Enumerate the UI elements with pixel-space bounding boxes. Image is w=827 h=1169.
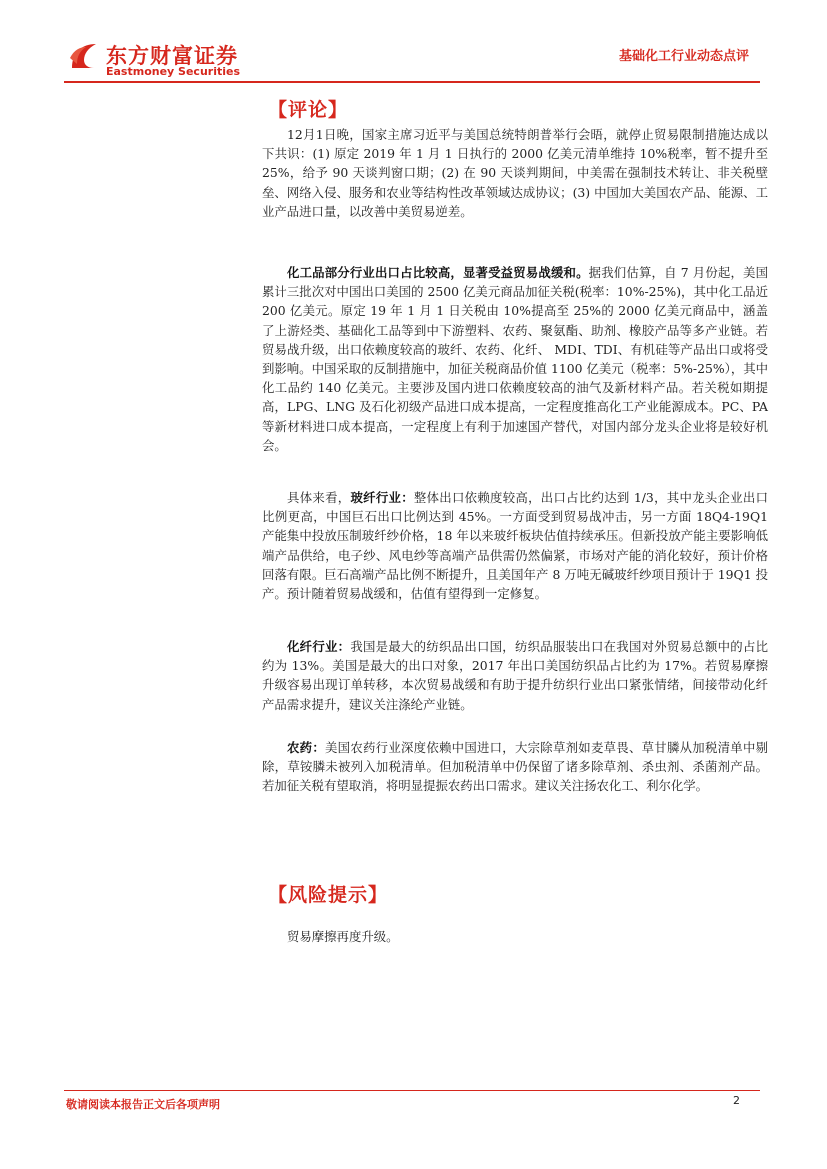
footer-divider — [64, 1090, 760, 1091]
paragraph-summit: 12月1日晚，国家主席习近平与美国总统特朗普举行会晤，就停止贸易限制措施达成以下共识：(1) 原定 2019 年 1 月 1 日执行的 2000 亿美元清单维持 10%税率，暂不提升至 25%，给予 90 天谈判窗口期；(2) 在 90 天谈判期间，中美需在强制技术转让、非关税壁垒、网络入侵、服务和农业等结构性改革领域达成协议；(3) 中国加大美国农产品、能源、工业产品进口量，以改善中美贸易逆差。 — [262, 127, 768, 219]
paragraph-pesticides-lead: 农药： — [287, 740, 325, 755]
commentary-heading: 【评论】 — [268, 99, 349, 121]
paragraph-pesticides-body: 美国农药行业深度依赖中国进口，大宗除草剂如麦草畏、草甘膦从加税清单中剔除，草铵膦未被列入加税清单。但加税清单中仍保留了诸多除草剂、杀虫剂、杀菌剂产品。若加征关税有望取消，将明显提振农药出口需求。建议关注扬农化工、利尔化学。 — [262, 740, 769, 794]
paragraph-glass-fiber — [262, 488, 768, 603]
page-number: 2 — [733, 1094, 740, 1107]
risk-heading: 【风险提示】 — [268, 884, 389, 906]
paragraph-glass-fiber-body: 整体出口依赖度较高，出口占比约达到 1/3，其中龙头企业出口比例更高，中国巨石出口比例达到 45%。一方面受到贸易战冲击，另一方面 18Q4-19Q1 产能集中投放压制玻纤纱价格，18 年以来玻纤板块估值持续承压。但新投放产能主要影响低端产品供给，电子纱、风电纱等高端产品供需仍然偏紧，市场对产能的消化较好，预计价格回落有限。巨石高端产品比例不断提升，且美国年产 8 万吨无碱玻纤纱项目预计于 19Q1 投产。预计随着贸易战缓和，估值有望得到一定修复。 — [262, 490, 769, 602]
page-header — [0, 0, 827, 90]
paragraph-chemical-fiber-lead: 化纤行业： — [287, 639, 351, 654]
paragraph-chemical-fiber — [262, 637, 768, 714]
paragraph-pesticides — [262, 738, 768, 796]
brand-name-en: Eastmoney Securities — [106, 65, 241, 78]
brand-name-cn: 东方财富证券 — [106, 44, 238, 68]
paragraph-risk: 贸易摩擦再度升级。 — [287, 929, 399, 944]
paragraph-chemical-fiber-body: 我国是最大的纺织品出口国，纺织品服装出口在我国对外贸易总额中的占比约为 13%。美国是最大的出口对象，2017 年出口美国纺织品占比约为 17%。若贸易摩擦升级容易出现订单转移，本次贸易战缓和有助于提升纺织行业出口紧张情绪，间接带动化纤产品需求提升，建议关注涤纶产业链。 — [262, 639, 769, 712]
footer-disclaimer: 敬请阅读本报告正文后各项声明 — [66, 1098, 220, 1111]
paragraph-chemicals-lead: 化工品部分行业出口占比较高，显著受益贸易战缓和。 — [287, 265, 589, 280]
eastmoney-logo — [66, 38, 241, 78]
eastmoney-logo-icon — [66, 38, 102, 74]
paragraph-glass-fiber-prefix: 具体来看， — [287, 490, 351, 505]
paragraph-chemicals-body: 据我们估算，自 7 月份起，美国累计三批次对中国出口美国的 2500 亿美元商品加征关税(税率：10%-25%)，其中化工品近 200 亿美元。原定 19 年 1 月 1 日关税由 10%提高至 25%的 2000 亿美元商品中，涵盖了上游烃类、基础化工品等到中下游塑料、农药、聚氨酯、助剂、橡胶产品等多产业链。若贸易战升级，出口依赖度较高的玻纤、农药、化纤、 MDI、TDI、有机硅等产品出口或将受到影响。中国采取的反制措施中，加征关税商品价值 1100 亿美元（税率：5%-25%），其中化工品约 140 亿美元。主要涉及国内进口依赖度较高的油气及新材料产品。若关税如期提高，LPG、LNG 及石化初级产品进口成本提高，一定程度推高化工产业能源成本。PC、PA 等新材料进口成本提高，一定程度上有利于加速国产替代，对国内部分龙头企业将是较好机会。 — [262, 265, 769, 453]
paragraph-glass-fiber-lead: 玻纤行业： — [350, 490, 414, 505]
header-divider — [64, 81, 760, 83]
paragraph-chemicals — [262, 263, 768, 455]
report-type-title: 基础化工行业动态点评 — [618, 49, 749, 64]
